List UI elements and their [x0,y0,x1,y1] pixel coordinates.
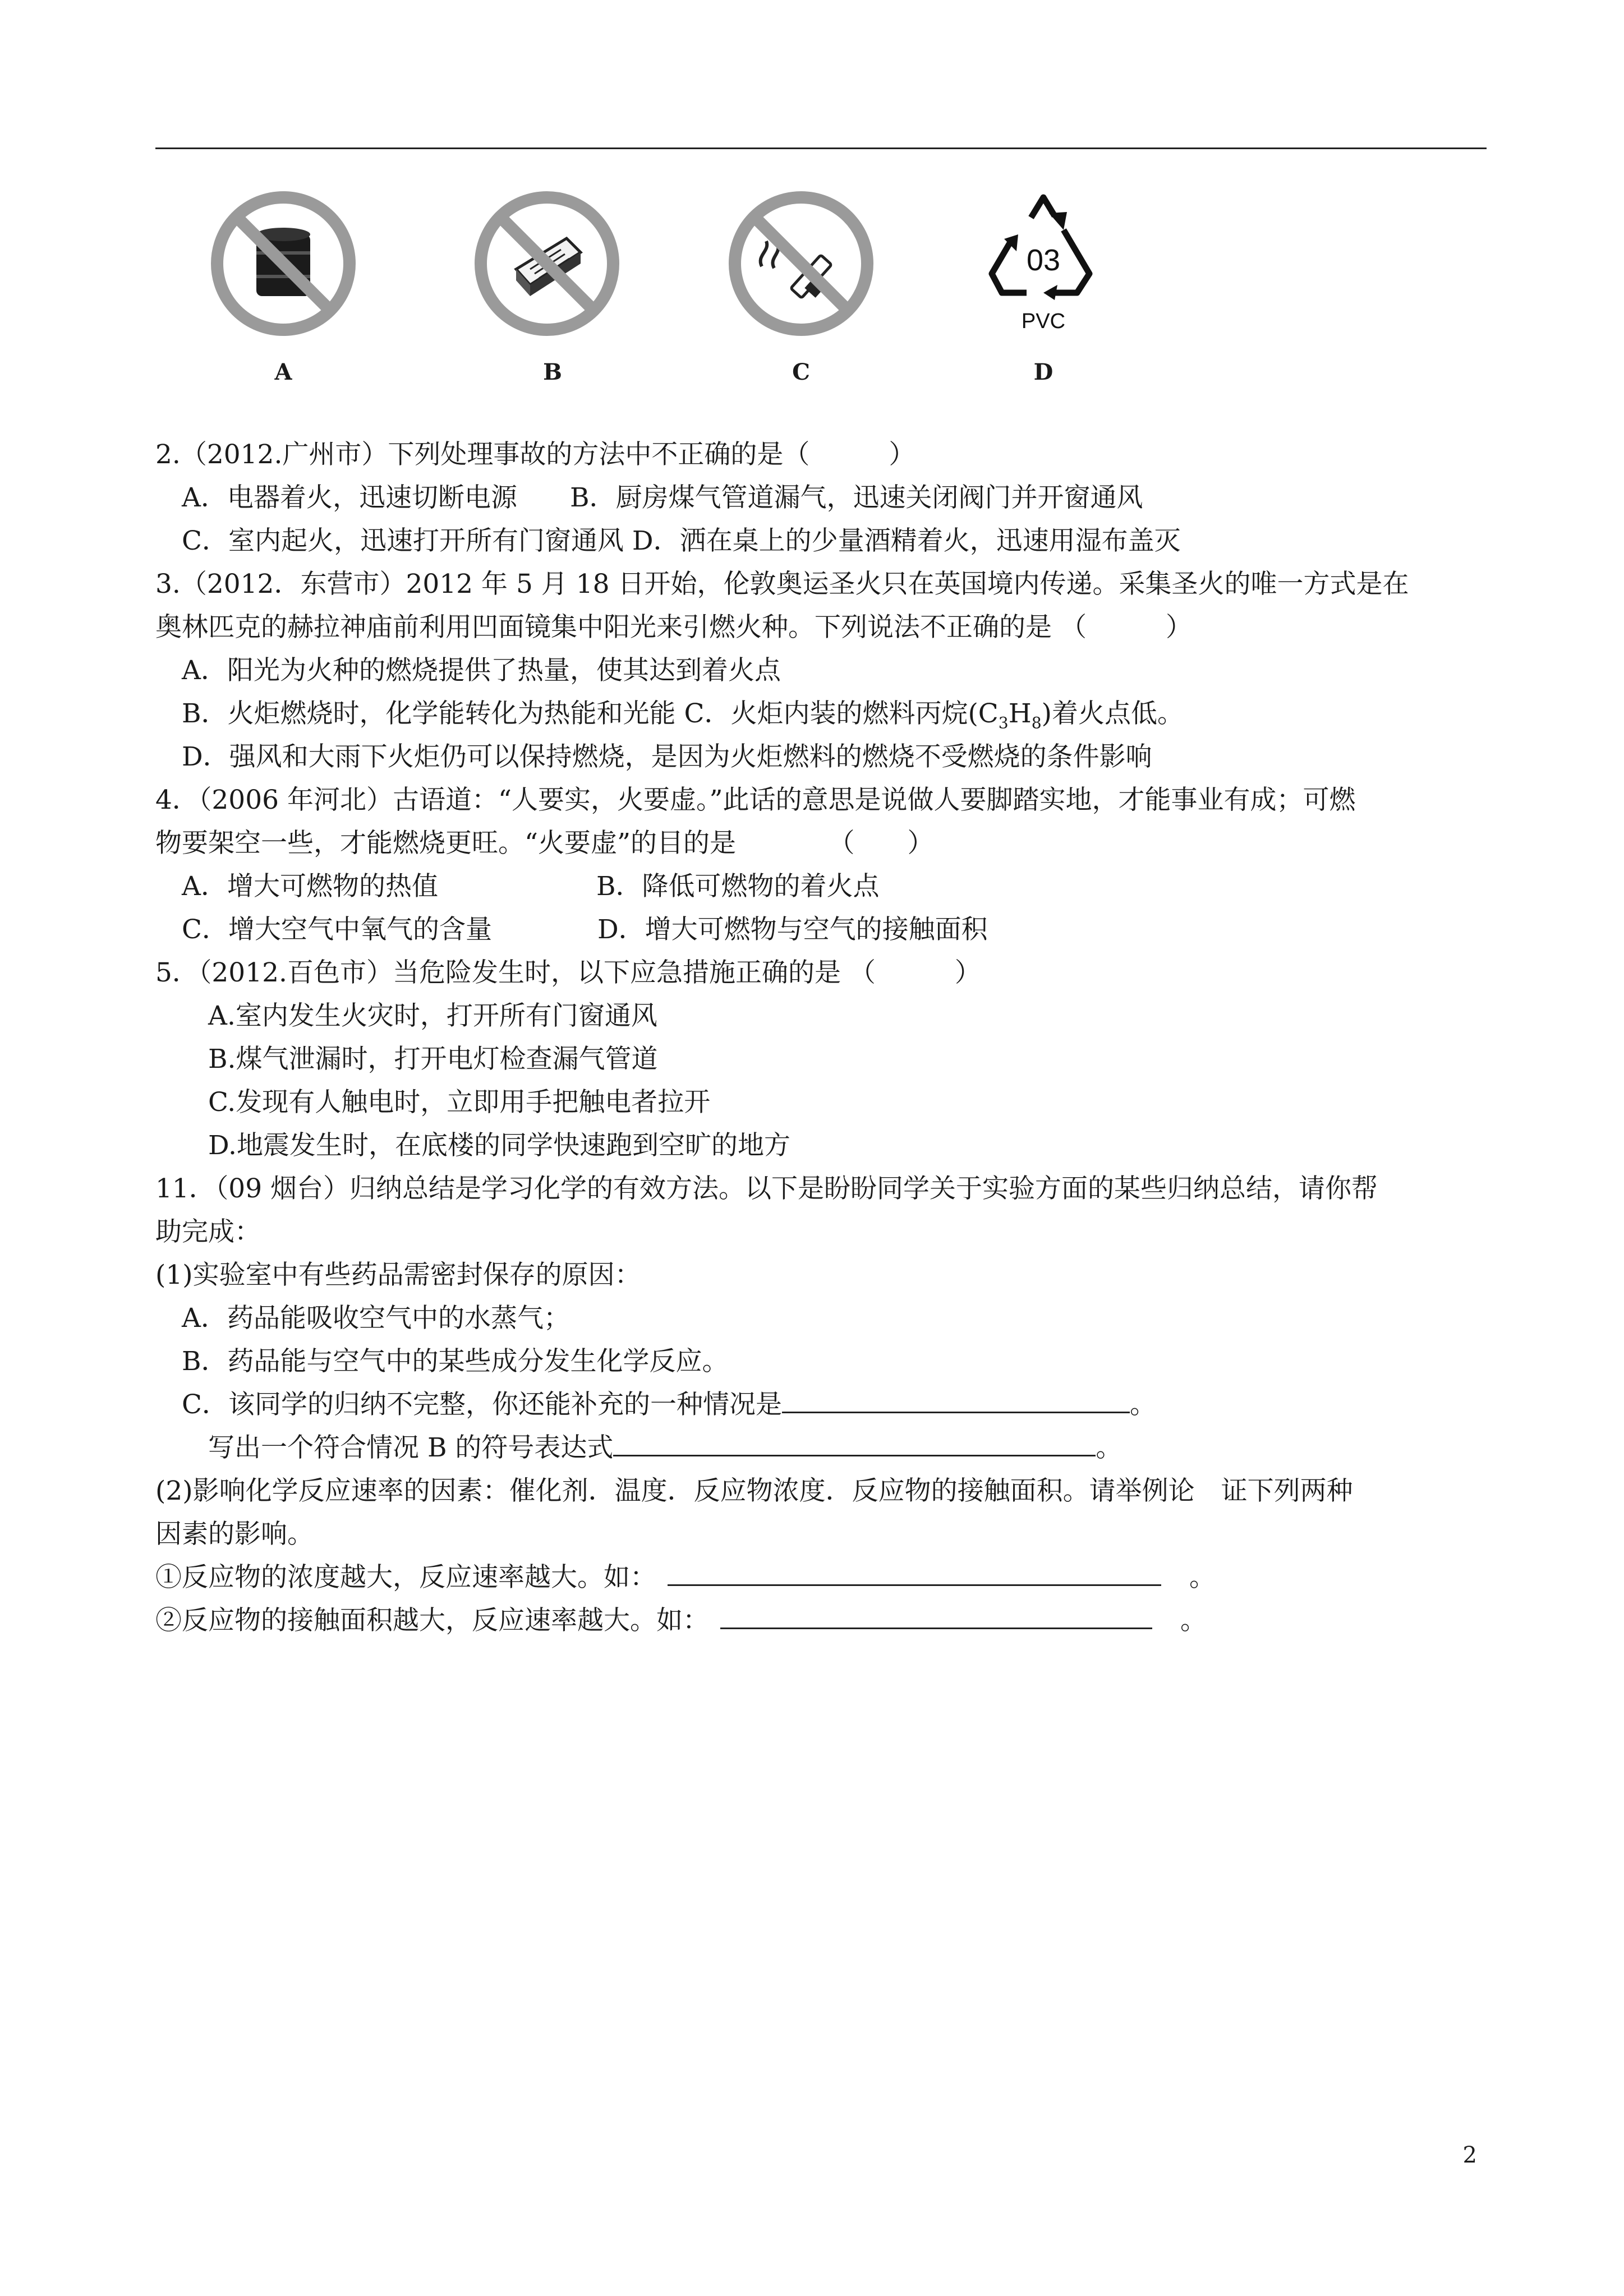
recycle-material: PVC [1021,310,1066,333]
no-matches-icon [468,185,625,342]
q11-part2-line1: (2)影响化学反应速率的因素：催化剂．温度．反应物浓度．反应物的接触面积。请举例论 证下列两种 [155,1476,1353,1506]
q5-option-d: D.地震发生时，在底楼的同学快速跑到空旷的地方 [155,1130,790,1161]
q3-option-d: D．强风和大雨下火炬仍可以保持燃烧，是因为火炬燃料的燃烧不受燃烧的条件影响 [155,741,1152,772]
page-number: 2 [1462,2142,1477,2168]
q5-stem: 5．（2012.百色市）当危险发生时，以下应急措施正确的是 （ ） [155,957,981,988]
q3-option-a: A．阳光为火种的燃烧提供了热量，使其达到着火点 [155,655,781,686]
q11-part2-item1: ①反应物的浓度越大，反应速率越大。如： 。 [155,1557,1216,1598]
q3-option-bc: B．火炬燃烧时，化学能转化为热能和光能 C．火炬内装的燃料丙烷$(C_3H_8)$着火点低。 [155,698,1184,732]
q11-stem-line1: 11．（09 烟台）归纳总结是学习化学的有效方法。以下是盼盼同学关于实验方面的某些归纳总结，请你帮 [155,1173,1378,1204]
q4-stem-line1: 4．（2006 年河北）古语道：“人要实，火要虚。”此话的意思是说做人要脚踏实地，才能事业有成；可燃 [155,785,1356,815]
q4-options-cd: C．增大空气中氧气的含量 D．增大可燃物与空气的接触面积 [155,914,988,945]
icon-label-d: D [1033,359,1053,385]
q2-options-cd: C．室内起火，迅速打开所有门窗通风 D．洒在桌上的少量酒精着火，迅速用湿布盖灭 [155,525,1181,556]
answer-blank-formula[interactable] [613,1428,1096,1456]
answer-blank-surface-area[interactable] [720,1601,1152,1629]
recycle-code: 03 [1026,243,1061,277]
pvc-recycle-icon [965,185,1122,342]
q5-option-c: C.发现有人触电时，立即用手把触电者拉开 [155,1087,711,1118]
q11-part1-formula: 写出一个符合情况 B 的符号表达式 。 [155,1428,1122,1468]
answer-blank-c[interactable] [782,1385,1130,1413]
q5-option-a: A.室内发生火灾时，打开所有门窗通风 [155,1001,657,1031]
q2-stem: 2.（2012.广州市）下列处理事故的方法中不正确的是（ ） [155,439,915,470]
q11-part2-item2: ②反应物的接触面积越大，反应速率越大。如： 。 [155,1601,1207,1641]
icon-label-b: B [543,359,562,385]
q5-option-b: B.煤气泄漏时，打开电灯检查漏气管道 [155,1044,658,1075]
header-rule [155,147,1487,149]
q4-options-ab: A．增大可燃物的热值 B．降低可燃物的着火点 [155,871,880,902]
icon-label-a: A [274,359,292,385]
q2-options-ab: A．电器着火，迅速切断电源 B．厨房煤气管道漏气，迅速关闭阀门并开窗通风 [155,482,1143,513]
q11-part1-c: C．该同学的归纳不完整，你还能补充的一种情况是 。 [155,1385,1156,1425]
q4-stem-line2: 物要架空一些，才能燃烧更旺。“火要虚”的目的是 （ ） [155,828,934,859]
answer-blank-concentration[interactable] [668,1557,1161,1586]
q11-part2-line2: 因素的影响。 [155,1519,314,1550]
q11-stem-line2: 助完成： [155,1216,261,1247]
q11-part1-a: A．药品能吸收空气中的水蒸气； [155,1303,570,1334]
no-smoking-icon [723,185,880,342]
q3-stem-line1: 3.（2012．东营市）2012 年 5 月 18 日开始，伦敦奥运圣火只在英国境内传递。采集圣火的唯一方式是在 [155,569,1409,600]
icon-label-c: C [792,359,810,385]
q11-part1-heading: (1)实验室中有些药品需密封保存的原因： [155,1260,641,1290]
q3-stem-line2: 奥林匹克的赫拉神庙前利用凹面镜集中阳光来引燃火种。下列说法不正确的是 （ ） [155,612,1192,643]
q11-part1-b: B．药品能与空气中的某些成分发生化学反应。 [155,1346,729,1377]
no-oil-drum-icon [205,185,362,342]
